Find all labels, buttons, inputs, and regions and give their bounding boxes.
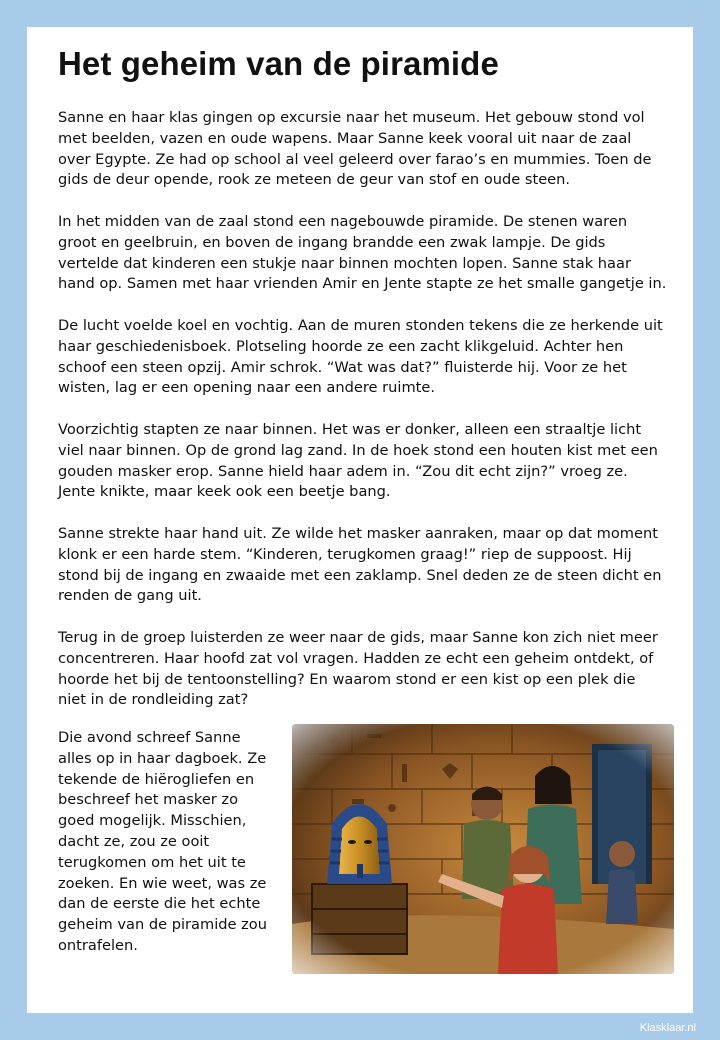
story-paragraph-4: Voorzichtig stapten ze naar binnen. Het was er donker, alleen een straaltje licht viel naar binnen. Op de grond lag zand. In de hoek stond een houten kist met een gouden masker erop. Sanne hield haar adem in. “Zou dit echt zijn?” vroeg ze. Jente knikte, maar keek ook een beetje bang. [58, 421, 658, 501]
story-paragraph-5: Sanne strekte haar hand uit. Ze wilde het masker aanraken, maar op dat moment klonk er een harde stem. “Kinderen, terugkomen graag!” riep de suppoost. Hij stond bij de ingang en zwaaide met een zaklamp. Snel deden ze de steen dicht en renden de gang uit. [58, 525, 662, 605]
story-paragraph-7: Die avond schreef Sanne alles op in haar dagboek. Ze tekende de hiërogliefen en beschreef het masker zo goed mogelijk. Misschien, dacht ze, zou ze ooit terugkomen om het uit te zoeken. En wie weet, was ze dan de eerste die het echte geheim van de piramide zou ontrafelen. [58, 729, 267, 954]
page-title: Het geheim van de piramide [58, 45, 499, 82]
story-paragraph-3: De lucht voelde koel en vochtig. Aan de muren stonden tekens die ze herkende uit haar geschiedenisboek. Plotseling hoorde ze een zacht klikgeluid. Achter hen schoof een steen opzij. Amir schrok. “Wat was dat?” fluisterde hij. Voor ze het wisten, lag er een opening naar een andere ruimte. [58, 317, 663, 397]
footer-credit: Klasklaar.nl [639, 1022, 696, 1034]
worksheet-page [27, 27, 693, 1013]
story-paragraph-2: In het midden van de zaal stond een nagebouwde piramide. De stenen waren groot en geelbruin, en boven de ingang brandde een zwak lampje. De gids vertelde dat kinderen een stukje naar binnen mochten lopen. Sanne stak haar hand op. Samen met haar vrienden Amir en Jente stapte ze het smalle gangetje in. [58, 213, 667, 293]
story-paragraph-1: Sanne en haar klas gingen op excursie naar het museum. Het gebouw stond vol met beelden, vazen en oude wapens. Maar Sanne keek vooral uit naar de zaal over Egypte. Ze had op school al veel geleerd over farao’s en mummies. Toen de gids de deur opende, rook ze meteen de geur van stof en oude steen. [58, 109, 652, 189]
pyramid-tomb-illustration [292, 724, 674, 974]
story-paragraph-6: Terug in de groep luisterden ze weer naar de gids, maar Sanne kon zich niet meer concentreren. Haar hoofd zat vol vragen. Hadden ze echt een geheim ontdekt, of hoorde het bij de tentoonstelling? En waarom stond er een kist op een plek die niet in de rondleiding zat? [58, 629, 658, 709]
